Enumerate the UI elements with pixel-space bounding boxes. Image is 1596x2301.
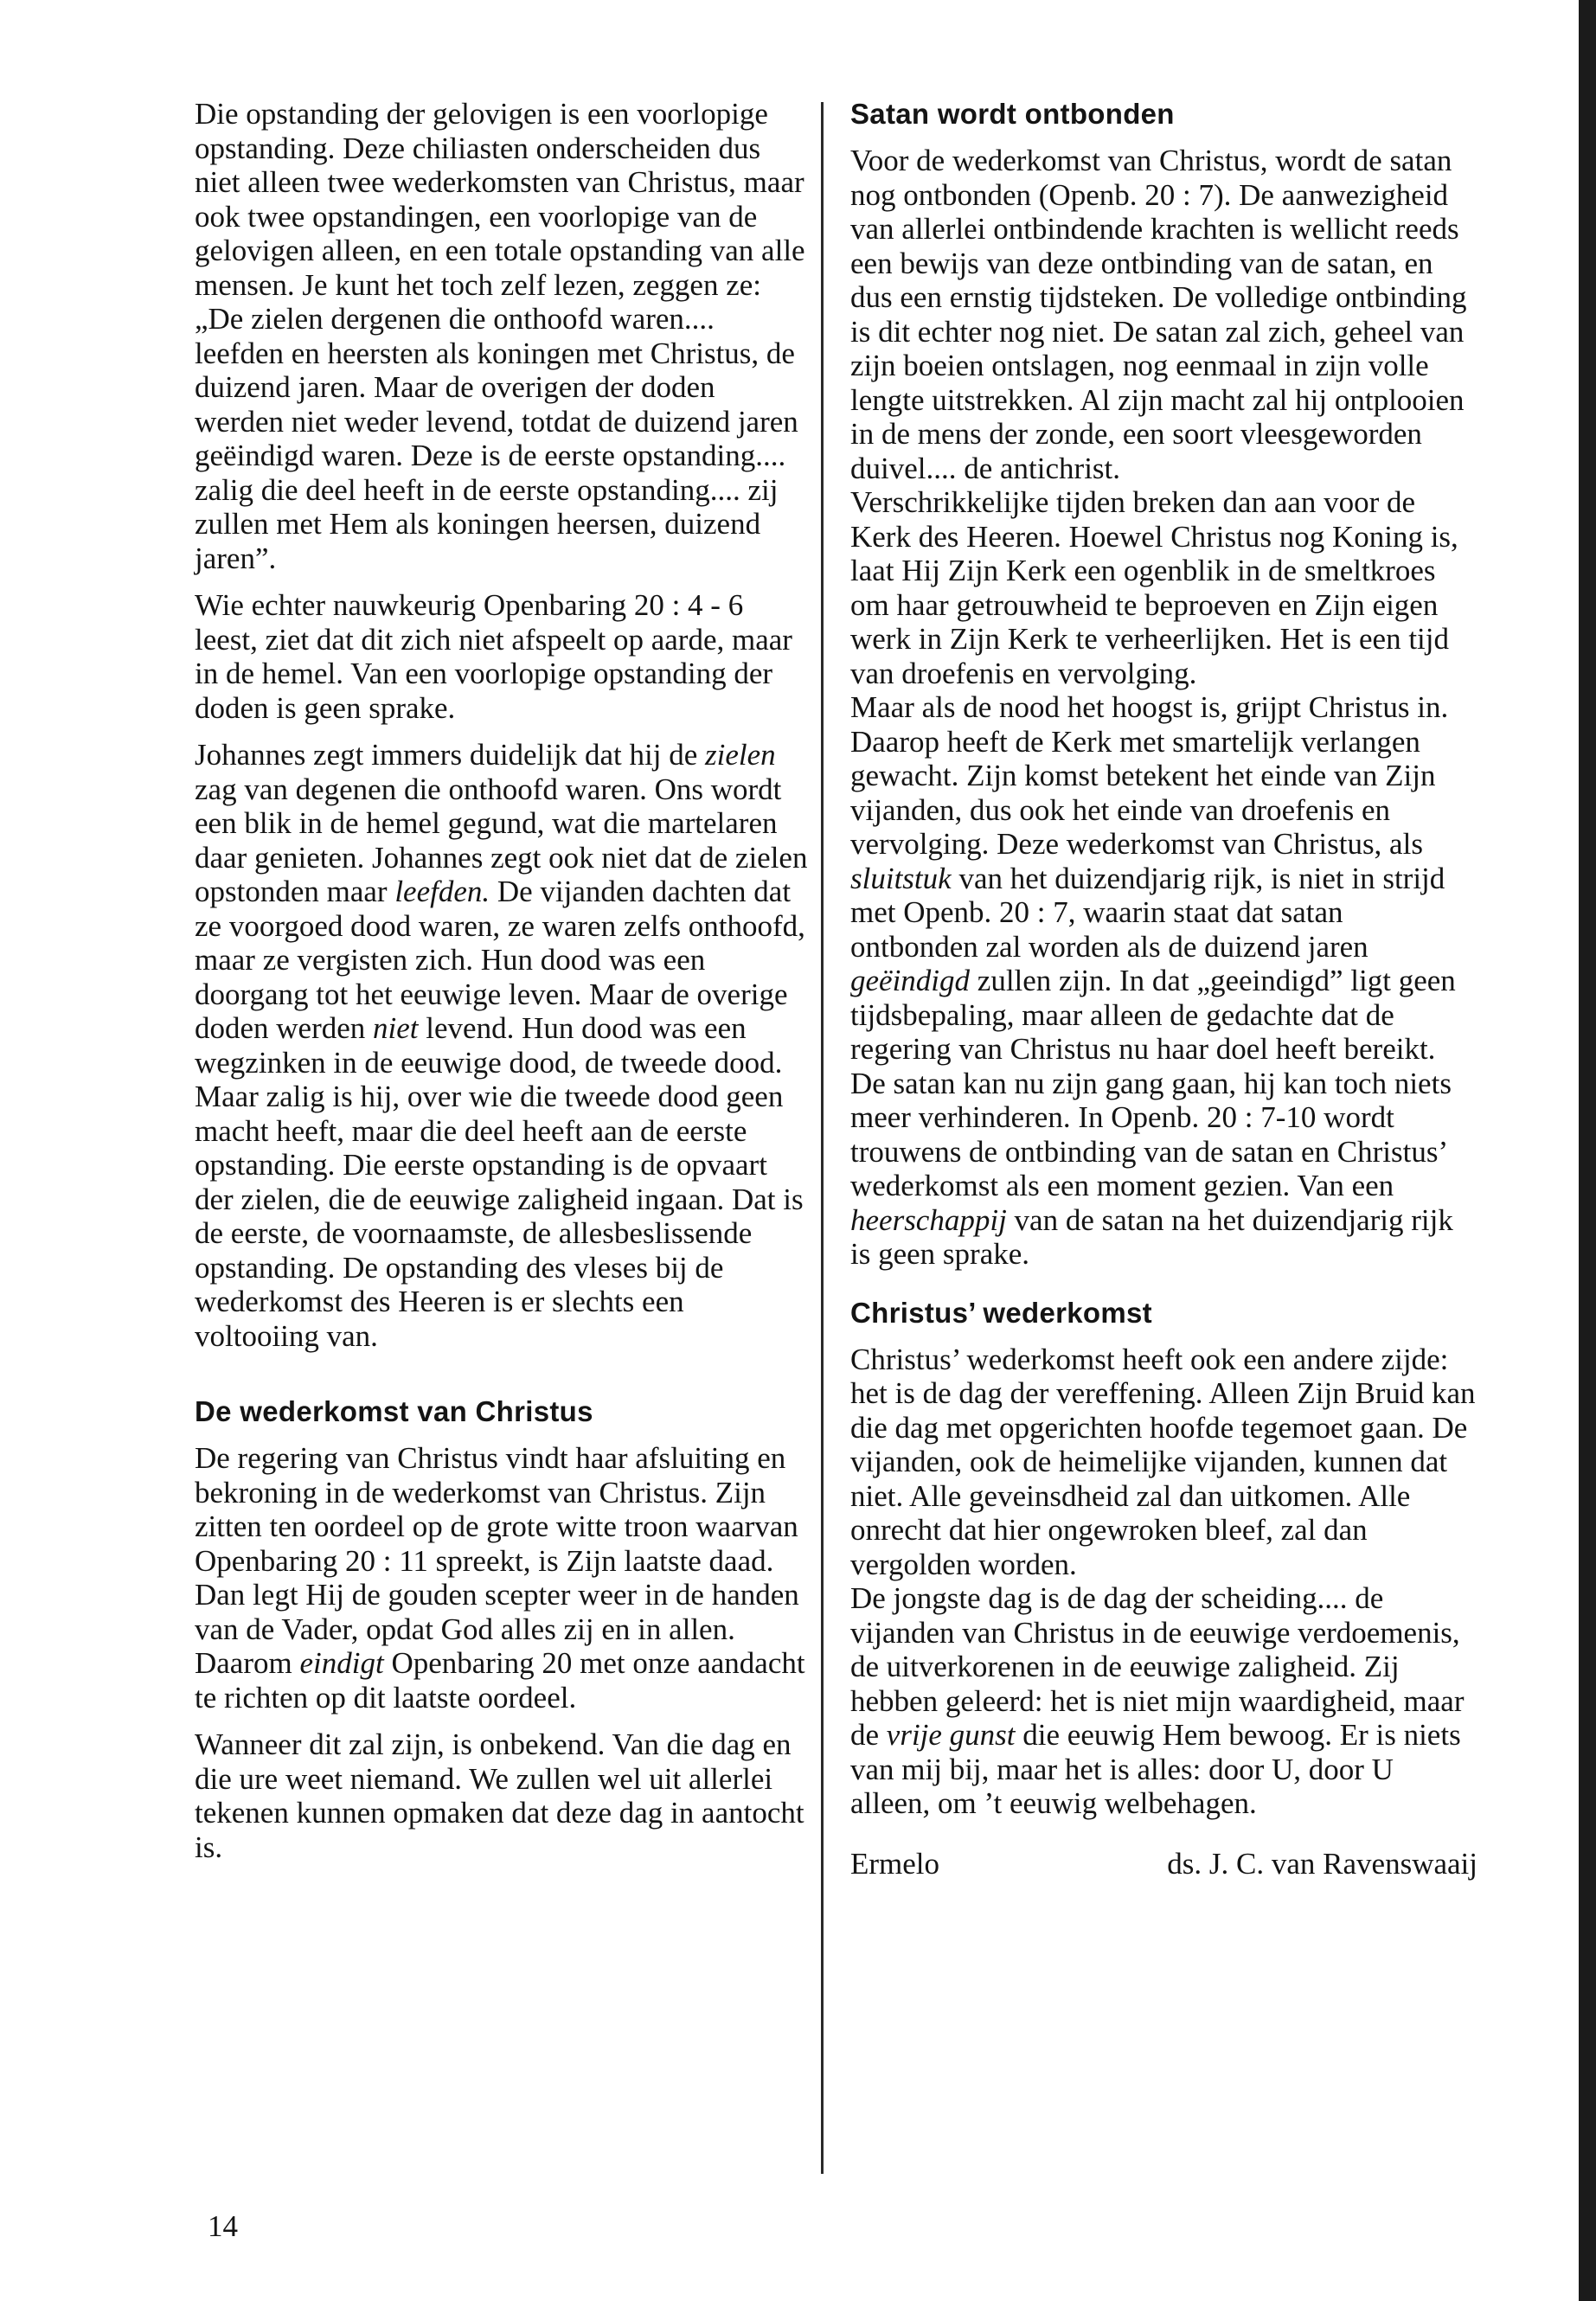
- column-divider: [821, 102, 824, 2174]
- signature: [850, 1847, 1477, 1881]
- paragraph: De jongste dag is de dag der scheiding.... de vijanden van Christus in de eeuwige verdoemenis, de uitverkorenen in de eeuwige zaligheid. Zij hebben geleerd: het is niet mijn waardigheid, maar de vrije gunst die eeuwig Hem bewoog. Er is niets van mij bij, maar het is alles: door U, door U alleen, om ’t eeuwig welbehagen.: [850, 1581, 1465, 1820]
- emphasis: vrije gunst: [886, 1718, 1016, 1752]
- emphasis: zielen: [705, 738, 776, 772]
- paragraph: Christus’ wederkomst heeft ook een andere zijde: het is de dag der vereffening. Alleen Zijn Bruid kan die dag met opgerichten hoofde tegemoet gaan. De vijanden, ook de heimelijke vijanden, kunnen dat niet. Alle geveinsdheid zal dan uitkomen. Alle onrecht dat hier ongewroken bleef, zal dan vergolden worden.: [850, 1342, 1476, 1581]
- section-heading: Christus’ wederkomst: [850, 1296, 1152, 1329]
- paragraph: Verschrikkelijke tijden breken dan aan voor de Kerk des Heeren. Hoewel Christus nog Koning is, laat Hij Zijn Kerk een ogenblik in de smeltkroes om haar getrouwheid te beproeven en Zijn eigen werk in Zijn Kerk te verheerlijken. Het is een tijd van droefenis en vervolging.: [850, 485, 1458, 690]
- section-heading: Satan wordt ontbonden: [850, 98, 1175, 130]
- emphasis: sluitstuk: [850, 861, 952, 895]
- right-column: [850, 97, 1477, 1881]
- paragraph: Wie echter nauwkeurig Openbaring 20 : 4 - 6 leest, ziet dat dit zich niet afspeelt op aarde, maar in de hemel. Van een voorlopige opstanding der doden is geen sprake.: [195, 588, 792, 725]
- section-heading: De wederkomst van Christus: [195, 1395, 593, 1427]
- paragraph: Maar als de nood het hoogst is, grijpt Christus in. Daarop heeft de Kerk met smartelijk verlangen gewacht. Zijn komst betekent het einde van Zijn vijanden, dus ook het einde van droefenis en vervolging. Deze wederkomst van Christus, als sluitstuk van het duizendjarig rijk, is niet in strijd met Openb. 20 : 7, waarin staat dat satan ontbonden zal worden als de duizend jaren geëindigd zullen zijn. In dat „geeindigd” ligt geen tijdsbepaling, maar alleen de gedachte dat de regering van Christus nu haar doel heeft bereikt. De satan kan nu zijn gang gaan, hij kan toch niets meer verhinderen. In Openb. 20 : 7-10 wordt trouwens de ontbinding van de satan en Christus’ wederkomst als een moment gezien. Van een heerschappij van de satan na het duizendjarig rijk is geen sprake.: [850, 690, 1456, 1271]
- emphasis: heerschappij: [850, 1202, 1007, 1237]
- emphasis: eindigt: [299, 1646, 384, 1680]
- emphasis: geëindigd: [850, 964, 971, 997]
- emphasis: niet: [373, 1011, 419, 1045]
- left-column: [195, 97, 809, 1877]
- signature-author: ds. J. C. van Ravenswaaij: [1167, 1846, 1477, 1881]
- page-number: 14: [208, 2209, 238, 2243]
- emphasis: leefden.: [394, 875, 490, 908]
- paragraph: Voor de wederkomst van Christus, wordt de satan nog ontbonden (Openb. 20 : 7). De aanwezigheid van allerlei ontbindende krachten is wellicht reeds een bewijs van deze ontbinding van de satan, en dus een ernstig tijdsteken. De volledige ontbinding is dit echter nog niet. De satan zal zich, geheel van zijn boeien ontslagen, nog eenmaal in zijn volle lengte uitstrekken. Al zijn macht zal hij ontplooien in de mens der zonde, een soort vleesgeworden duivel.... de antichrist.: [850, 144, 1467, 485]
- paragraph: Johannes zegt immers duidelijk dat hij de zielen zag van degenen die onthoofd waren. Ons wordt een blik in de hemel gegund, wat die martelaren daar genieten. Johannes zegt ook niet dat de zielen opstonden maar leefden. De vijanden dachten dat ze voorgoed dood waren, ze waren zelfs onthoofd, maar ze vergisten zich. Hun dood was een doorgang tot het eeuwige leven. Maar de overige doden werden niet levend. Hun dood was een wegzinken in de eeuwige dood, de tweede dood. Maar zalig is hij, over wie die tweede dood geen macht heeft, maar die deel heeft aan de eerste opstanding. Die eerste opstanding is de opvaart der zielen, die de eeuwige zaligheid ingaan. Dat is de eerste, de voornaamste, de allesbeslissende opstanding. De opstanding des vleses bij de wederkomst des Heeren is er slechts een voltooiing van.: [195, 738, 808, 1353]
- paragraph: Die opstanding der gelovigen is een voorlopige opstanding. Deze chiliasten onderscheiden dus niet alleen twee wederkomsten van Christus, maar ook twee opstandingen, een voorlopige van de gelovigen alleen, en een totale opstanding van alle mensen. Je kunt het toch zelf lezen, zeggen ze: „De zielen dergenen die onthoofd waren.... leefden en heersten als koningen met Christus, de duizend jaren. Maar de overigen der doden werden niet weder levend, totdat de duizend jaren geëindigd waren. Deze is de eerste opstanding.... zalig die deel heeft in de eerste opstanding.... zij zullen met Hem als koningen heersen, duizend jaren”.: [195, 97, 805, 575]
- paragraph: Wanneer dit zal zijn, is onbekend. Van die dag en die ure weet niemand. We zullen wel uit allerlei tekenen kunnen opmaken dat deze dag in aantocht is.: [195, 1727, 804, 1864]
- paragraph: De regering van Christus vindt haar afsluiting en bekroning in de wederkomst van Christus. Zijn zitten ten oordeel op de grote witte troon waarvan Openbaring 20 : 11 spreekt, is Zijn laatste daad. Dan legt Hij de gouden scepter weer in de handen van de Vader, opdat God alles zij en in allen. Daarom eindigt Openbaring 20 met onze aandacht te richten op dit laatste oordeel.: [195, 1441, 805, 1715]
- scan-edge-bar: [1579, 0, 1596, 2301]
- signature-place: Ermelo: [850, 1846, 940, 1881]
